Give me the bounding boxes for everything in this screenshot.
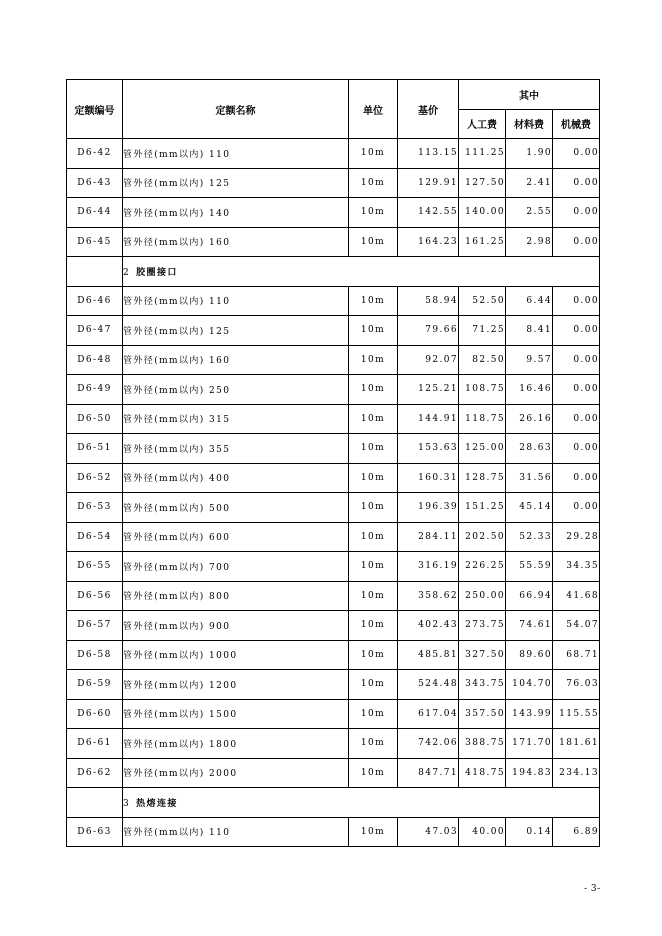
cell-machine: 0.00 [553, 139, 600, 169]
cell-base-price: 617.04 [398, 699, 459, 729]
cell-machine: 34.35 [553, 552, 600, 582]
cell-labor: 108.75 [459, 375, 506, 405]
cell-material: 6.44 [506, 286, 553, 316]
cell-material: 1.90 [506, 139, 553, 169]
cell-name: 管外径(mm以内) 315 [123, 404, 349, 434]
cell-code: D6-48 [67, 345, 123, 375]
cell-unit: 10m [349, 434, 398, 464]
cell-labor: 250.00 [459, 581, 506, 611]
cell-code: D6-51 [67, 434, 123, 464]
cell-base-price: 153.63 [398, 434, 459, 464]
cell-labor: 161.25 [459, 227, 506, 257]
cell-labor: 327.50 [459, 640, 506, 670]
cell-base-price: 402.43 [398, 611, 459, 641]
table-row [67, 670, 600, 700]
cell-material: 2.41 [506, 168, 553, 198]
cell-code: D6-55 [67, 552, 123, 582]
cell-code: D6-50 [67, 404, 123, 434]
table-body [67, 139, 600, 847]
cell-labor: 82.50 [459, 345, 506, 375]
cell-unit: 10m [349, 758, 398, 788]
cell-code: D6-57 [67, 611, 123, 641]
section-code-cell [67, 788, 123, 818]
table-row [67, 640, 600, 670]
cell-base-price: 847.71 [398, 758, 459, 788]
cell-code: D6-46 [67, 286, 123, 316]
cell-material: 143.99 [506, 699, 553, 729]
cell-machine: 0.00 [553, 375, 600, 405]
cell-machine: 0.00 [553, 463, 600, 493]
table-row [67, 729, 600, 759]
cell-base-price: 196.39 [398, 493, 459, 523]
cell-material: 55.59 [506, 552, 553, 582]
cell-unit: 10m [349, 729, 398, 759]
cell-unit: 10m [349, 286, 398, 316]
cell-labor: 52.50 [459, 286, 506, 316]
section-title: 胶圈接口 [136, 267, 178, 278]
cell-base-price: 144.91 [398, 404, 459, 434]
cell-name: 管外径(mm以内) 700 [123, 552, 349, 582]
table-row [67, 316, 600, 346]
cell-name: 管外径(mm以内) 250 [123, 375, 349, 405]
cell-material: 45.14 [506, 493, 553, 523]
cell-machine: 0.00 [553, 434, 600, 464]
cell-unit: 10m [349, 463, 398, 493]
table-row [67, 139, 600, 169]
cell-name: 管外径(mm以内) 1000 [123, 640, 349, 670]
cell-base-price: 47.03 [398, 817, 459, 847]
header-machine: 机械费 [553, 109, 600, 139]
cell-unit: 10m [349, 552, 398, 582]
cell-name: 管外径(mm以内) 110 [123, 286, 349, 316]
cell-unit: 10m [349, 345, 398, 375]
cell-labor: 343.75 [459, 670, 506, 700]
table-row [67, 404, 600, 434]
cell-machine: 0.00 [553, 286, 600, 316]
cell-code: D6-63 [67, 817, 123, 847]
cell-labor: 71.25 [459, 316, 506, 346]
cell-base-price: 284.11 [398, 522, 459, 552]
cell-machine: 29.28 [553, 522, 600, 552]
quota-table [66, 79, 600, 847]
cell-name: 管外径(mm以内) 500 [123, 493, 349, 523]
cell-machine: 0.00 [553, 345, 600, 375]
table-row [67, 463, 600, 493]
table-row [67, 611, 600, 641]
cell-unit: 10m [349, 522, 398, 552]
cell-machine: 234.13 [553, 758, 600, 788]
cell-name: 管外径(mm以内) 800 [123, 581, 349, 611]
cell-machine: 181.61 [553, 729, 600, 759]
cell-unit: 10m [349, 375, 398, 405]
cell-name: 管外径(mm以内) 125 [123, 316, 349, 346]
cell-machine: 0.00 [553, 168, 600, 198]
cell-labor: 202.50 [459, 522, 506, 552]
cell-labor: 226.25 [459, 552, 506, 582]
cell-code: D6-60 [67, 699, 123, 729]
cell-name: 管外径(mm以内) 400 [123, 463, 349, 493]
cell-code: D6-43 [67, 168, 123, 198]
cell-base-price: 160.31 [398, 463, 459, 493]
cell-machine: 0.00 [553, 404, 600, 434]
table-row [67, 522, 600, 552]
header-material: 材料费 [506, 109, 553, 139]
cell-name: 管外径(mm以内) 110 [123, 817, 349, 847]
cell-unit: 10m [349, 316, 398, 346]
table-row [67, 198, 600, 228]
cell-material: 26.16 [506, 404, 553, 434]
cell-code: D6-52 [67, 463, 123, 493]
cell-code: D6-59 [67, 670, 123, 700]
cell-code: D6-54 [67, 522, 123, 552]
cell-material: 194.83 [506, 758, 553, 788]
cell-labor: 40.00 [459, 817, 506, 847]
cell-base-price: 742.06 [398, 729, 459, 759]
cell-material: 2.55 [506, 198, 553, 228]
cell-material: 2.98 [506, 227, 553, 257]
cell-material: 104.70 [506, 670, 553, 700]
cell-unit: 10m [349, 640, 398, 670]
cell-unit: 10m [349, 581, 398, 611]
cell-machine: 54.07 [553, 611, 600, 641]
cell-machine: 6.89 [553, 817, 600, 847]
cell-unit: 10m [349, 227, 398, 257]
cell-code: D6-61 [67, 729, 123, 759]
cell-code: D6-53 [67, 493, 123, 523]
cell-machine: 76.03 [553, 670, 600, 700]
cell-material: 52.33 [506, 522, 553, 552]
cell-machine: 68.71 [553, 640, 600, 670]
cell-labor: 151.25 [459, 493, 506, 523]
cell-labor: 357.50 [459, 699, 506, 729]
cell-base-price: 58.94 [398, 286, 459, 316]
cell-base-price: 92.07 [398, 345, 459, 375]
cell-code: D6-47 [67, 316, 123, 346]
section-title-cell [123, 257, 600, 287]
cell-base-price: 524.48 [398, 670, 459, 700]
cell-name: 管外径(mm以内) 110 [123, 139, 349, 169]
table-row [67, 345, 600, 375]
section-code-cell [67, 257, 123, 287]
header-of-which: 其中 [459, 80, 600, 110]
cell-base-price: 79.66 [398, 316, 459, 346]
table-row [67, 434, 600, 464]
cell-unit: 10m [349, 699, 398, 729]
section-title-cell [123, 788, 600, 818]
cell-code: D6-62 [67, 758, 123, 788]
cell-machine: 0.00 [553, 198, 600, 228]
cell-material: 16.46 [506, 375, 553, 405]
cell-code: D6-45 [67, 227, 123, 257]
section-number: 2 [123, 267, 131, 278]
cell-unit: 10m [349, 670, 398, 700]
cell-name: 管外径(mm以内) 1800 [123, 729, 349, 759]
cell-name: 管外径(mm以内) 600 [123, 522, 349, 552]
header-name: 定额名称 [123, 80, 349, 139]
cell-labor: 418.75 [459, 758, 506, 788]
cell-code: D6-58 [67, 640, 123, 670]
cell-unit: 10m [349, 611, 398, 641]
cell-labor: 127.50 [459, 168, 506, 198]
cell-code: D6-56 [67, 581, 123, 611]
section-row [67, 257, 600, 287]
cell-name: 管外径(mm以内) 355 [123, 434, 349, 464]
page-number: - 3- [584, 884, 601, 894]
cell-machine: 0.00 [553, 493, 600, 523]
cell-machine: 41.68 [553, 581, 600, 611]
table-row [67, 817, 600, 847]
cell-name: 管外径(mm以内) 2000 [123, 758, 349, 788]
cell-base-price: 142.55 [398, 198, 459, 228]
header-base-price: 基价 [398, 80, 459, 139]
cell-labor: 128.75 [459, 463, 506, 493]
cell-material: 31.56 [506, 463, 553, 493]
cell-material: 89.60 [506, 640, 553, 670]
cell-labor: 273.75 [459, 611, 506, 641]
cell-machine: 0.00 [553, 227, 600, 257]
section-title: 热熔连接 [136, 798, 178, 809]
cell-name: 管外径(mm以内) 1200 [123, 670, 349, 700]
cell-labor: 118.75 [459, 404, 506, 434]
cell-labor: 111.25 [459, 139, 506, 169]
cell-labor: 140.00 [459, 198, 506, 228]
cell-base-price: 358.62 [398, 581, 459, 611]
cell-labor: 125.00 [459, 434, 506, 464]
cell-base-price: 164.23 [398, 227, 459, 257]
table-row [67, 168, 600, 198]
cell-unit: 10m [349, 139, 398, 169]
table-row [67, 493, 600, 523]
cell-material: 0.14 [506, 817, 553, 847]
cell-unit: 10m [349, 493, 398, 523]
table-row [67, 227, 600, 257]
cell-name: 管外径(mm以内) 140 [123, 198, 349, 228]
cell-unit: 10m [349, 198, 398, 228]
cell-code: D6-49 [67, 375, 123, 405]
cell-name: 管外径(mm以内) 160 [123, 345, 349, 375]
cell-name: 管外径(mm以内) 125 [123, 168, 349, 198]
cell-machine: 0.00 [553, 316, 600, 346]
table-row [67, 552, 600, 582]
cell-name: 管外径(mm以内) 1500 [123, 699, 349, 729]
cell-base-price: 485.81 [398, 640, 459, 670]
cell-material: 171.70 [506, 729, 553, 759]
cell-machine: 115.55 [553, 699, 600, 729]
cell-name: 管外径(mm以内) 160 [123, 227, 349, 257]
table-row [67, 375, 600, 405]
cell-material: 66.94 [506, 581, 553, 611]
section-row [67, 788, 600, 818]
cell-base-price: 129.91 [398, 168, 459, 198]
cell-unit: 10m [349, 168, 398, 198]
cell-material: 9.57 [506, 345, 553, 375]
header-labor: 人工费 [459, 109, 506, 139]
header-unit: 单位 [349, 80, 398, 139]
cell-base-price: 113.15 [398, 139, 459, 169]
table-row [67, 286, 600, 316]
cell-unit: 10m [349, 817, 398, 847]
cell-code: D6-42 [67, 139, 123, 169]
cell-material: 74.61 [506, 611, 553, 641]
table-row [67, 758, 600, 788]
table-row [67, 699, 600, 729]
section-number: 3 [123, 798, 131, 809]
cell-material: 28.63 [506, 434, 553, 464]
table-row [67, 581, 600, 611]
cell-code: D6-44 [67, 198, 123, 228]
cell-labor: 388.75 [459, 729, 506, 759]
cell-base-price: 316.19 [398, 552, 459, 582]
header-code: 定额编号 [67, 80, 123, 139]
cell-name: 管外径(mm以内) 900 [123, 611, 349, 641]
cell-material: 8.41 [506, 316, 553, 346]
cell-base-price: 125.21 [398, 375, 459, 405]
cell-unit: 10m [349, 404, 398, 434]
